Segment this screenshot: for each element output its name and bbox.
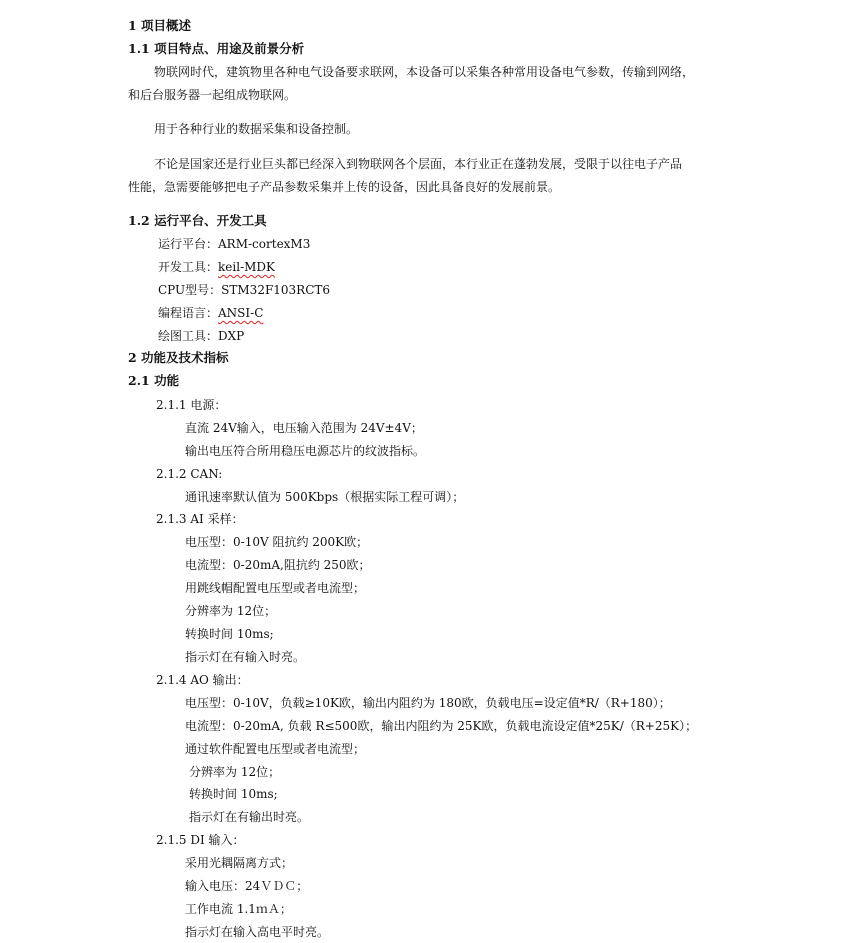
ao-item-4: 分辨率为 12位； xyxy=(189,765,281,779)
section-2-1-3-ai: 2.1.3 AI 采样： xyxy=(156,512,244,526)
di-item-3: 工作电流 1.1ｍＡ； xyxy=(185,902,292,916)
power-item-2: 输出电压符合所用稳压电源芯片的纹波指标。 xyxy=(185,444,426,458)
platform-cpu xyxy=(158,282,330,298)
platform-cpu-label: CPU型号： xyxy=(158,283,222,297)
section-2-1-1-power: 2.1.1 电源： xyxy=(156,398,227,412)
platform-drawing-value: DXP xyxy=(218,329,245,343)
section-2-1-4-ao: 2.1.4 AO 输出： xyxy=(156,673,249,687)
ao-item-5: 转换时间 10ms; xyxy=(189,787,278,801)
platform-devtool xyxy=(158,259,275,275)
heading-1-2-platform: 1.2 运行平台、开发工具 xyxy=(128,213,267,228)
platform-runtime-value: ARM-cortexM3 xyxy=(218,237,311,251)
di-item-2: 输入电压：24ＶＤＣ； xyxy=(185,879,309,893)
can-item-1: 通讯速率默认值为 500Kbps（根据实际工程可调）； xyxy=(185,490,465,504)
paragraph-1-line-2: 和后台服务器一起组成物联网。 xyxy=(128,88,297,102)
ao-item-2: 电流型：0-20mA, 负载 R≤500欧，输出内阻约为 25K欧，负载电流设定值*25K/（R+25K）； xyxy=(185,719,698,733)
platform-runtime xyxy=(158,236,310,252)
platform-language-label: 编程语言： xyxy=(158,306,219,320)
di-item-1: 采用光耦隔离方式； xyxy=(185,856,294,870)
heading-1-1-features: 1.1 项目特点、用途及前景分析 xyxy=(128,41,305,56)
platform-runtime-label: 运行平台： xyxy=(158,237,219,251)
platform-drawing-label: 绘图工具： xyxy=(158,329,219,343)
heading-2-1-functions: 2.1 功能 xyxy=(128,373,180,388)
heading-1-overview: 1 项目概述 xyxy=(128,18,192,33)
ai-item-2: 电流型：0-20mA,阻抗约 250欧； xyxy=(185,558,371,572)
platform-devtool-value: keil-MDK xyxy=(218,260,275,274)
platform-devtool-label: 开发工具： xyxy=(158,260,219,274)
paragraph-3-line-2: 性能，急需要能够把电子产品参数采集并上传的设备，因此具备良好的发展前景。 xyxy=(128,180,561,194)
ai-item-1: 电压型：0-10V 阻抗约 200K欧； xyxy=(185,535,369,549)
paragraph-2: 用于各种行业的数据采集和设备控制。 xyxy=(154,122,359,136)
ai-item-6: 指示灯在有输入时亮。 xyxy=(185,650,306,664)
paragraph-3-line-1: 不论是国家还是行业巨头都已经深入到物联网各个层面，本行业正在蓬勃发展，受限于以往电子产品 xyxy=(154,157,683,171)
platform-drawing xyxy=(158,328,244,344)
platform-cpu-value: STM32F103RCT6 xyxy=(221,283,331,297)
heading-2-functions: 2 功能及技术指标 xyxy=(128,350,229,365)
platform-language-value: ANSI-C xyxy=(218,306,264,320)
power-item-1: 直流 24V输入，电压输入范围为 24V±4V； xyxy=(185,421,423,435)
ai-item-5: 转换时间 10ms; xyxy=(185,627,274,641)
ai-item-3: 用跳线帽配置电压型或者电流型； xyxy=(185,581,366,595)
paragraph-1-line-1: 物联网时代，建筑物里各种电气设备要求联网，本设备可以采集各种常用设备电气参数，传输到网络， xyxy=(154,65,695,79)
ao-item-1: 电压型：0-10V，负载≥10K欧，输出内阻约为 180欧，负载电压=设定值*R/（R+180）； xyxy=(185,696,671,710)
ai-item-4: 分辨率为 12位； xyxy=(185,604,277,618)
section-2-1-5-di: 2.1.5 DI 输入： xyxy=(156,833,245,847)
section-2-1-2-can: 2.1.2 CAN: xyxy=(156,467,223,481)
ao-item-3: 通过软件配置电压型或者电流型； xyxy=(185,742,366,756)
ao-item-6: 指示灯在有输出时亮。 xyxy=(189,810,310,824)
platform-language xyxy=(158,305,263,321)
di-item-4: 指示灯在输入高电平时亮。 xyxy=(185,925,330,939)
